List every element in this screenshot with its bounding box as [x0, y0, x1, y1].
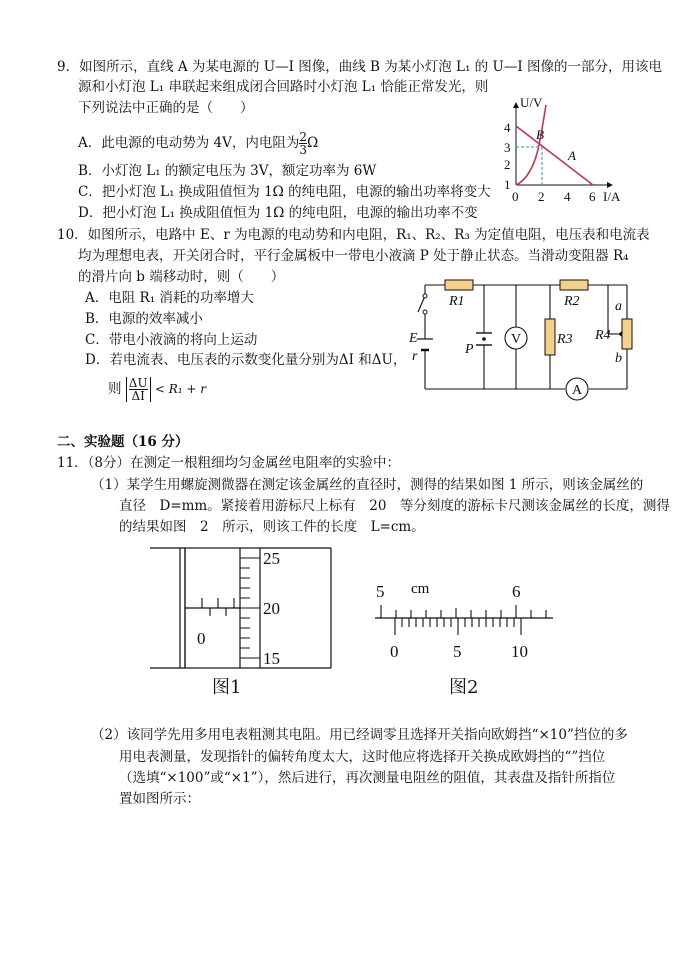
- x-tick-6: 6: [589, 189, 596, 204]
- label-b-end: b: [615, 351, 622, 366]
- y-tick-1: 1: [504, 177, 511, 192]
- label-r3: R3: [557, 332, 573, 347]
- q10-option-b: B．电源的效率减小: [85, 311, 203, 327]
- label-r2: R2: [564, 294, 580, 309]
- figure2-vernier-caliper: [370, 575, 560, 670]
- y-tick-4: 4: [504, 120, 511, 135]
- denominator: 3: [299, 143, 308, 157]
- numerator: ΔU: [128, 376, 148, 390]
- q10-line3: 的滑片向 b 端移动时，则（ ）: [78, 269, 285, 285]
- figure2-caption: 图2: [449, 677, 479, 698]
- q11-part2-line1: （2）该同学先用多用电表粗测其电阻。用已经调零且选择开关指向欧姆挡“×10”挡位的多: [91, 727, 628, 743]
- abs-value: [126, 377, 151, 402]
- sleeve-zero-label: 0: [197, 629, 206, 648]
- sleeve-ticks: [202, 598, 234, 616]
- vernier-label-5: 5: [453, 642, 462, 661]
- q11-part1-line1: （1）某学生用螺旋测微器在测定该金属丝的直径时，测得的结果如图 1 所示，则该金属丝的: [91, 477, 644, 493]
- vernier-ticks: [395, 618, 521, 635]
- main-scale-ticks: [381, 605, 546, 618]
- q9-line1: 9．如图所示，直线 A 为某电源的 U—I 图像，曲线 B 为某小灯泡 L₁ 的 U—I 图像的一部分，用该电: [57, 59, 662, 75]
- formula-suffix: < R₁ + r: [154, 382, 207, 396]
- x-axis-label: I/A: [603, 189, 621, 204]
- label-p: P: [465, 342, 474, 357]
- q9-line2: 源和小灯泡 L₁ 串联起来组成闭合回路时小灯泡 L₁ 恰能正常发光，则: [78, 79, 489, 95]
- resistor-r3: [545, 319, 555, 355]
- rheostat-slider-arrow: [618, 331, 622, 337]
- y-tick-2: 2: [504, 157, 511, 172]
- vernier-label-10: 10: [511, 642, 528, 661]
- unit: Ω: [307, 135, 319, 151]
- main-scale-label-5: 5: [376, 582, 385, 601]
- label-r4: R4: [595, 328, 611, 343]
- thimble-label-25: 25: [263, 549, 280, 568]
- label-r1: R1: [449, 294, 465, 309]
- resistor-r2: [560, 280, 588, 290]
- switch-contact-lower: [423, 310, 427, 314]
- label-a-end: a: [615, 299, 622, 314]
- q10-option-d: D．若电流表、电压表的示数变化量分别为ΔI 和ΔU，: [85, 352, 407, 368]
- q10-line1: 10．如图所示，电路中 E、r 为电源的电动势和内电阻，R₁、R₂、R₃ 为定值电阻，电压表和电流表: [57, 227, 650, 243]
- q11-part2-line4: 置如图所示：: [119, 791, 200, 807]
- x-tick-2: 2: [538, 189, 545, 204]
- numerator: 2: [299, 130, 308, 144]
- denominator: ΔI: [131, 389, 145, 403]
- x-tick-4: 4: [564, 189, 571, 204]
- q10-option-d-formula: [108, 377, 206, 402]
- rheostat-r4: [622, 319, 632, 349]
- thimble-label-20: 20: [263, 599, 280, 618]
- voltmeter-label: V: [511, 332, 522, 347]
- origin-label: 0: [512, 189, 519, 204]
- q10-circuit: [405, 275, 650, 405]
- thimble-label-15: 15: [263, 649, 280, 668]
- switch-contact: [423, 294, 427, 298]
- label-b: B: [536, 127, 544, 142]
- droplet-p: [482, 337, 486, 341]
- q9-option-a-text: A．此电源的电动势为 4V，内电阻为: [78, 135, 300, 151]
- q10-option-c: C．带电小液滴的将向上运动: [85, 332, 258, 348]
- q9-option-d: D．把小灯泡 L₁ 换成阻值恒为 1Ω 的纯电阻，电源的输出功率不变: [78, 205, 478, 221]
- q9-option-a: [78, 131, 318, 156]
- q11-part1-line2: 直径 D=mm。紧接着用游标尺上标有 20 等分刻度的游标卡尺测该金属丝的长度，测得: [119, 498, 670, 514]
- figure1-micrometer: [150, 548, 340, 698]
- q9-ui-graph: [495, 95, 635, 220]
- q9-line3: 下列说法中正确的是（ ）: [78, 100, 254, 116]
- q11-line1: 11．（8分）在测定一根粗细均匀金属丝电阻率的实验中：: [57, 455, 401, 471]
- q9-option-c: C．把小灯泡 L₁ 换成阻值恒为 1Ω 的纯电阻，电源的输出功率将变大: [78, 184, 491, 200]
- figure1-caption: 图1: [212, 677, 242, 698]
- main-scale-label-6: 6: [512, 582, 521, 601]
- formula-prefix: 则: [108, 381, 122, 397]
- q9-option-b: B．小灯泡 L₁ 的额定电压为 3V，额定功率为 6W: [78, 163, 377, 179]
- vernier-label-0: 0: [390, 642, 399, 661]
- label-e: E: [409, 331, 418, 346]
- thimble-ticks: [240, 558, 260, 658]
- main-scale-unit: cm: [411, 581, 430, 597]
- fraction: [299, 131, 307, 156]
- q11-part2-line3: （选填“×100”或“×1”），然后进行，再次测量电阻丝的阻值，其表盘及指针所指位: [119, 770, 616, 786]
- q11-part2-line2: 用电表测量，发现指针的偏转角度太大，这时他应将选择开关换成欧姆挡的“”挡位: [119, 749, 606, 765]
- delta-fraction: [129, 377, 148, 402]
- ammeter-label: A: [572, 383, 583, 398]
- q10-option-a: A．电阻 R₁ 消耗的功率增大: [85, 290, 254, 306]
- y-tick-3: 3: [504, 140, 511, 155]
- q10-line2: 均为理想电表，开关闭合时，平行金属板中一带电小液滴 P 处于静止状态。当滑动变阻器 R₄: [78, 248, 629, 264]
- resistor-r1: [445, 280, 473, 290]
- y-axis-label: U/V: [520, 95, 543, 110]
- label-r-internal: r: [412, 349, 418, 364]
- label-a: A: [568, 148, 576, 163]
- q11-part1-line3: 的结果如图 2 所示，则该工件的长度 L=cm。: [119, 519, 425, 535]
- section-heading: 二、实验题（16 分）: [57, 434, 189, 450]
